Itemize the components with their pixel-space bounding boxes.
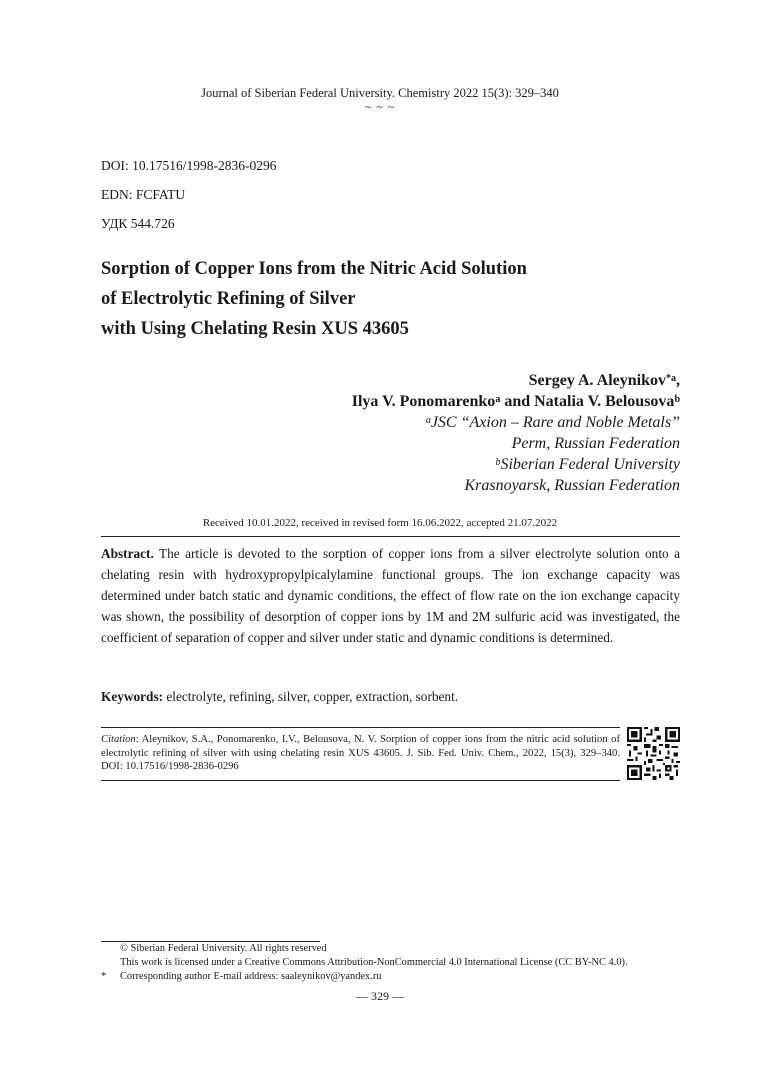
aff-b-sup: b [495,457,501,468]
corresponding-author: Corresponding author E-mail address: saaleynikov@yandex.ru [120,971,382,982]
footnote-rule [101,941,320,942]
aff-a-sup: a [425,415,431,426]
keywords-text: electrolyte, refining, silver, copper, extraction, sorbent. [163,689,459,704]
license-note: This work is licensed under a Creative Commons Attribution-NonCommercial 4.0 International License (CC BY-NC 4.0). [120,957,628,968]
aff-b-name: Siberian Federal University [500,456,680,473]
citation-top-rule [101,727,620,728]
author-2-sup: a [495,394,501,405]
citation-text: : Aleynikov, S.A., Ponomarenko, I.V., Belousova, N. V. Sorption of copper ions from the nitric acid solution of electrolytic refining of silver with using chelating resin XUS 43605. J. Sib. Fed. Univ. Chem., 2022, 15(3), 329–340. DOI: 10.17516/1998-2836-0296 [101,734,620,772]
doi: DOI: 10.17516/1998-2836-0296 [101,158,277,173]
copyright-note: © Siberian Federal University. All rights reserved [120,943,327,954]
author-3: Natalia V. Belousova [534,393,675,410]
affiliation-a-city [512,433,680,455]
journal-header: Journal of Siberian Federal University. Chemistry 2022 15(3): 329–340 [201,86,559,100]
affiliation-b-city [464,475,680,497]
authors-line-1 [529,370,680,392]
citation [101,733,620,774]
edn: EDN: FCFATU [101,187,186,202]
aff-a-city: Perm, Russian Federation [511,435,680,452]
page-number: — 329 — [356,989,404,1003]
received-dates: Received 10.01.2022, received in revised form 16.06.2022, accepted 21.07.2022 [202,517,558,529]
header-ornament: ~ ~ ~ [364,100,396,114]
footnote-asterisk: * [101,971,107,982]
abstract-text: The article is devoted to the sorption of copper ions from a silver electrolyte solution onto a chelating resin with hydroxypropylpicalylamine functional groups. The ion exchange capacity was determined under batch static and dynamic conditions, the effect of flow rate on the ion exchange capacity was shown, the possibility of desorption of copper ions by 1M and 2M sulfuric acid was investigated, the coefficient of separation of copper and silver under static and dynamic conditions is determined. [101,546,680,645]
title-line-2: of Electrolytic Refining of Silver [101,289,356,309]
author-3-sup: b [674,394,680,405]
author-1-sup: *a [666,373,676,384]
title-line-3: with Using Chelating Resin XUS 43605 [101,319,409,339]
citation-label: Citation [101,734,136,745]
abstract-label: Abstract. [101,546,154,561]
abstract-top-rule [101,536,680,537]
author-1-comma: , [676,372,680,389]
keywords-label: Keywords: [101,689,164,704]
qr-code-icon[interactable] [627,727,680,780]
aff-b-city: Krasnoyarsk, Russian Federation [464,477,680,494]
title-line-1: Sorption of Copper Ions from the Nitric Acid Solution [101,259,527,279]
authors-line-2 [352,391,680,413]
affiliation-b [495,454,680,476]
article-title [101,254,527,344]
keywords [101,689,680,705]
author-1: Sergey A. Aleynikov [528,372,666,389]
abstract [101,543,680,648]
affiliation-a [426,412,680,434]
udk: УДК 544.726 [101,216,175,231]
author-2: Ilya V. Ponomarenko [351,393,496,410]
citation-bottom-rule [101,780,620,781]
aff-a-name: JSC “Axion – Rare and Noble Metals” [430,414,680,431]
author-conj: and [500,393,535,410]
